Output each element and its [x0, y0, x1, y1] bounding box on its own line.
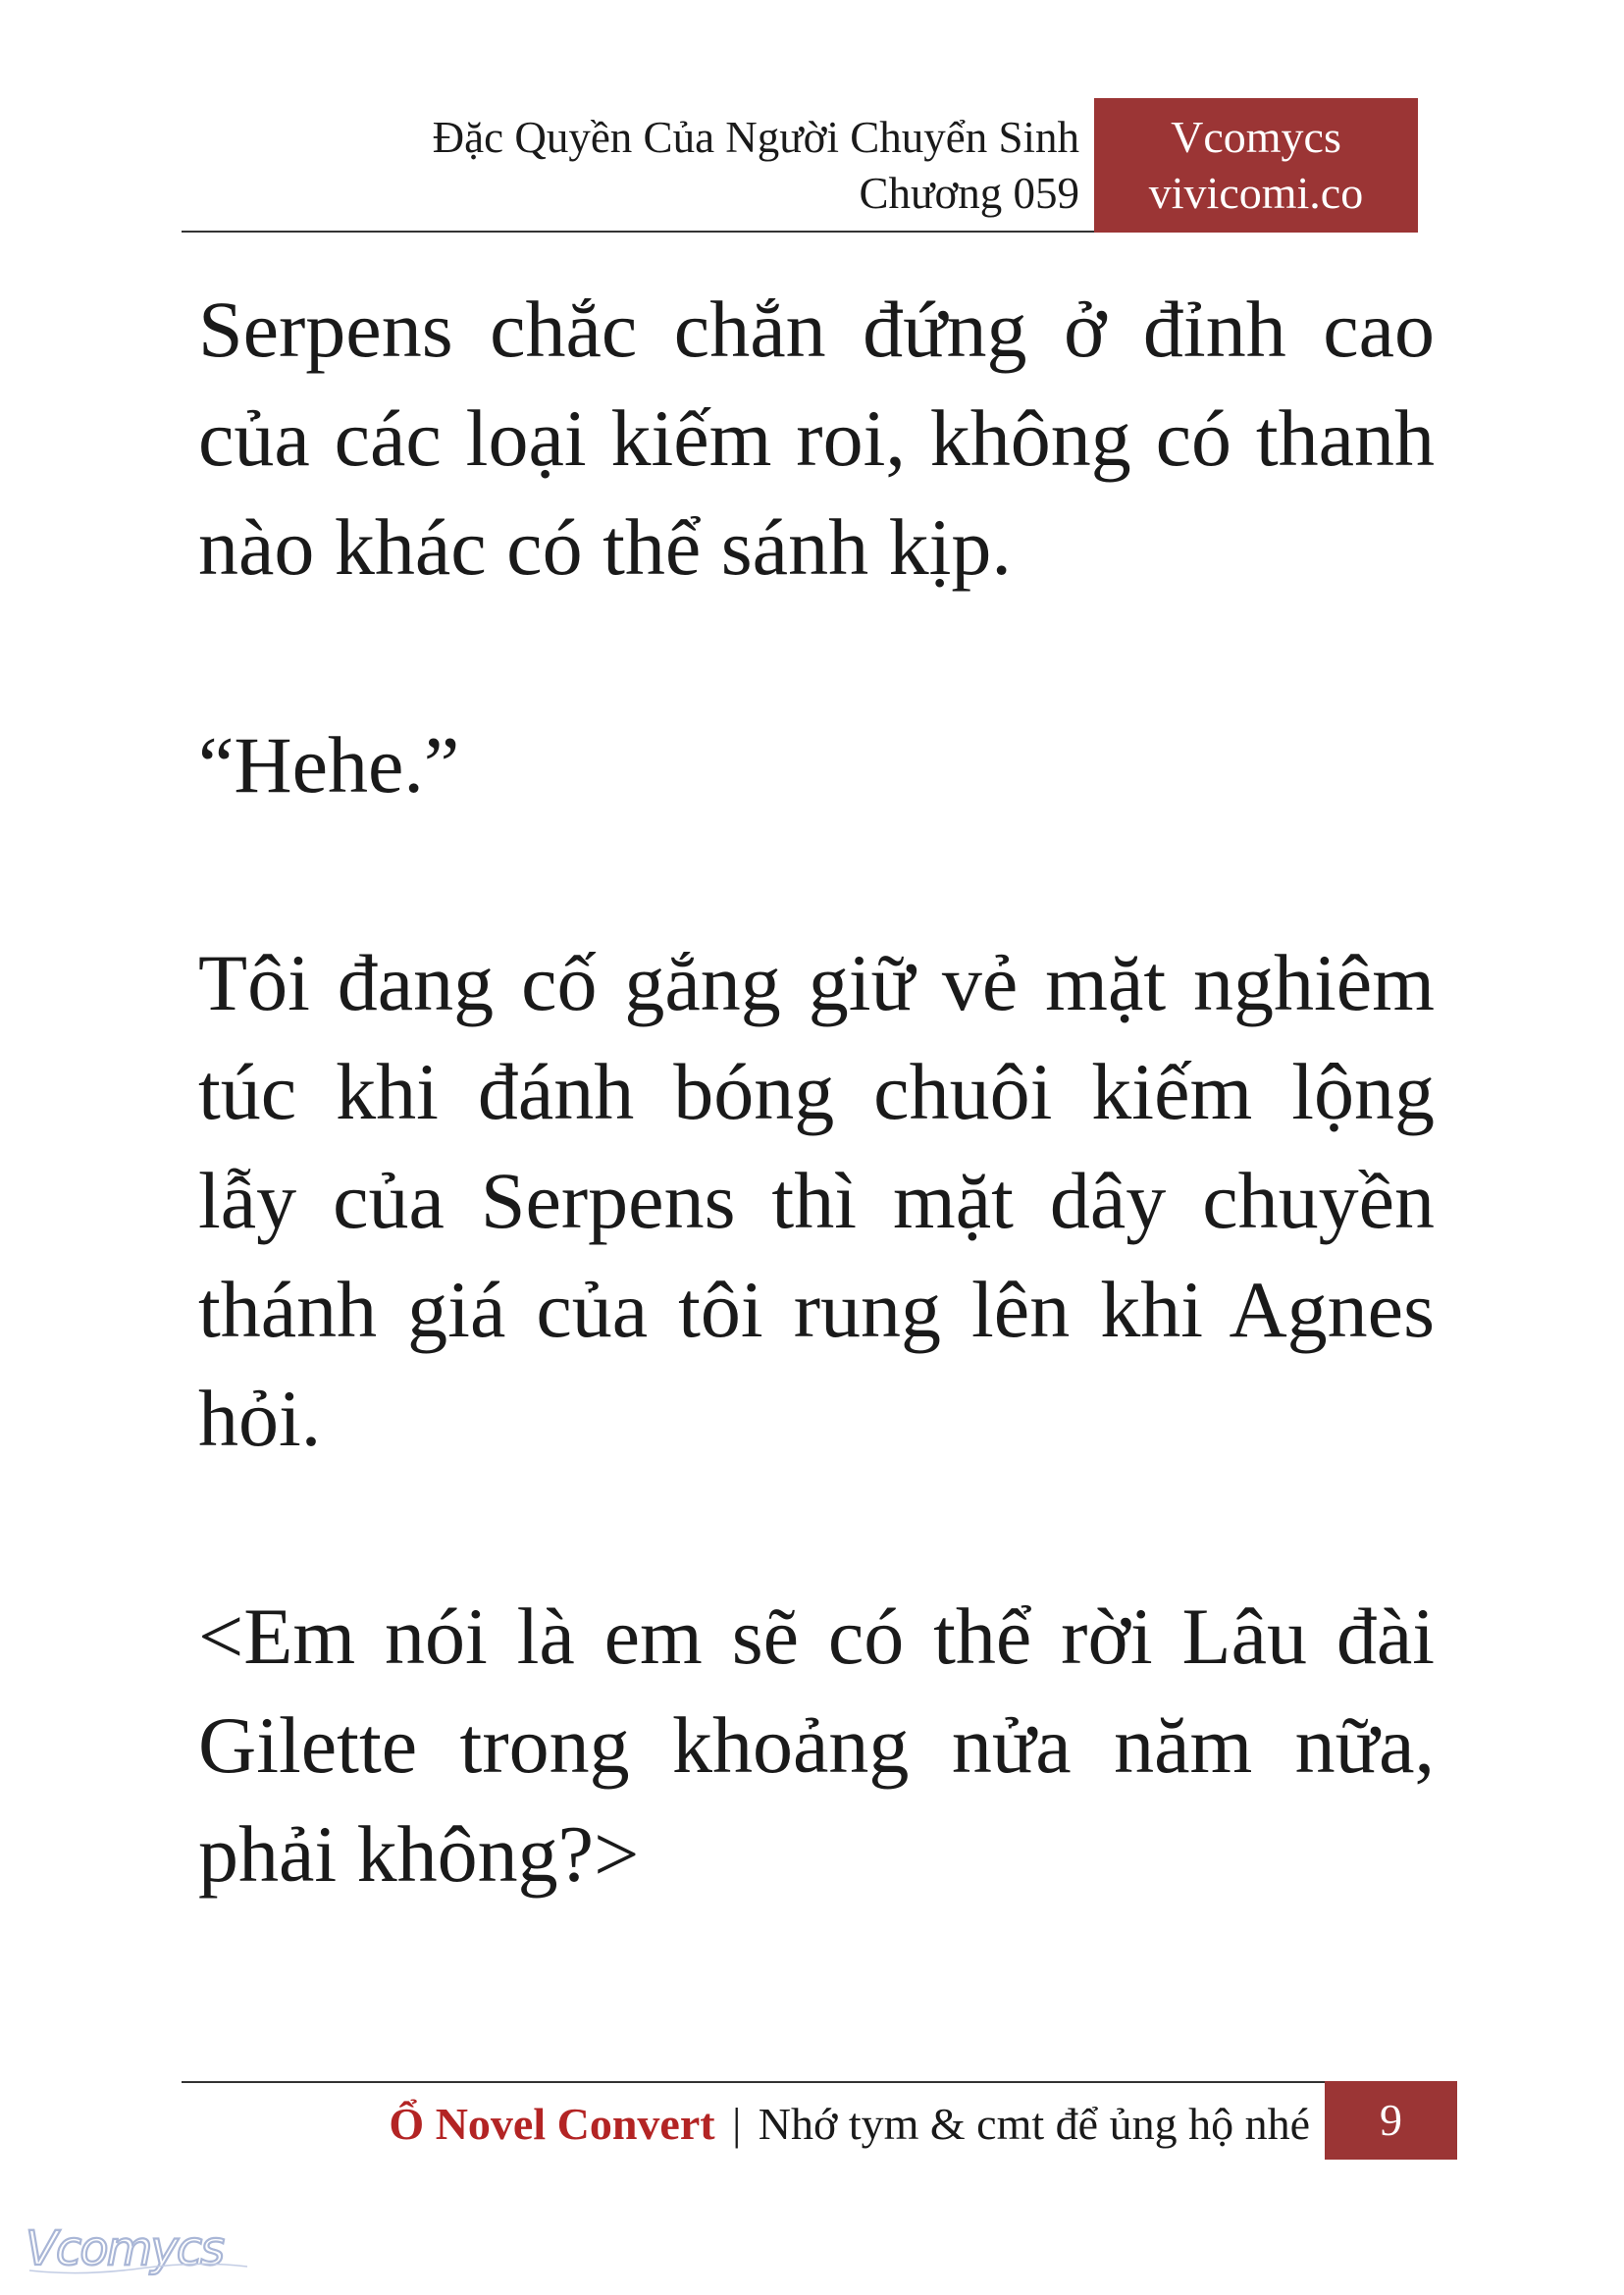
header-divider — [182, 231, 1094, 233]
page-footer — [182, 2081, 1457, 2160]
paragraph: Tôi đang cố gắng giữ vẻ mặt nghiêm túc khi đánh bóng chuôi kiếm lộng lẫy của Serpens thì mặt dây chuyền thánh giá của tôi rung lên khi Agnes hỏi. — [198, 938, 1435, 1463]
footer-text — [389, 2097, 1310, 2152]
paragraph: Serpens chắc chắn đứng ở đỉnh cao của các loại kiếm roi, không có thanh nào khác có thể sánh kịp. — [198, 285, 1435, 592]
chapter-body — [198, 275, 1435, 1908]
chapter-label: Chương 059 — [859, 169, 1079, 218]
site-badge-url: vivicomi.co — [1148, 168, 1364, 218]
page-header — [182, 98, 1418, 232]
paragraph: <Em nói là em sẽ có thể rời Lâu đài Gilette trong khoảng nửa năm nữa, phải không?> — [198, 1591, 1435, 1899]
vcomycs-watermark-logo — [22, 2219, 257, 2278]
page-number: 9 — [1325, 2081, 1457, 2160]
site-badge — [1094, 98, 1418, 233]
watermark-logo-icon — [22, 2219, 257, 2278]
site-badge-name: Vcomycs — [1171, 112, 1341, 162]
paragraph: “Hehe.” — [198, 720, 460, 809]
footer-divider — [182, 2081, 1325, 2083]
book-title: Đặc Quyền Của Người Chuyển Sinh — [432, 113, 1079, 162]
footer-separator: | — [732, 2099, 742, 2149]
svg-text:Vcomycs: Vcomycs — [26, 2221, 224, 2276]
header-title-block — [433, 110, 1079, 222]
footer-brand: Ổ Novel Convert — [389, 2099, 715, 2149]
footer-message: Nhớ tym & cmt để ủng hộ nhé — [758, 2099, 1310, 2149]
